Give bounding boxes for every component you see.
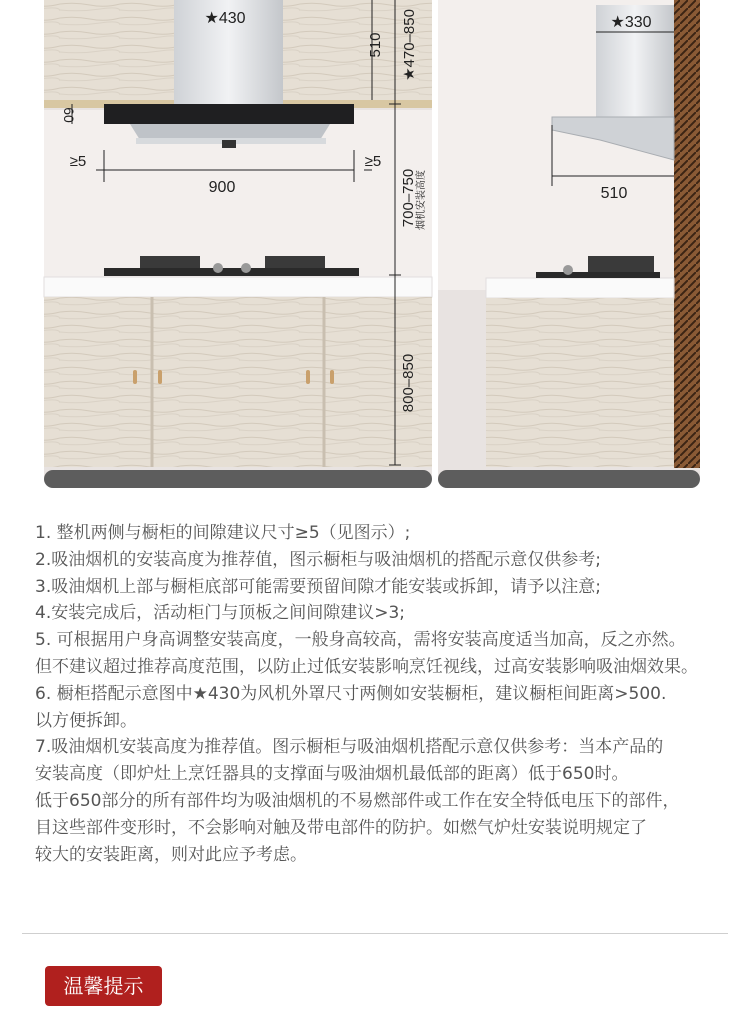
note-line: 2.吸油烟机的安装高度为推荐值，图示橱柜与吸油烟机的搭配示意仅供参考;	[35, 549, 601, 570]
note-line: 1. 整机两侧与橱柜的间隙建议尺寸≥5（见图示）;	[35, 523, 411, 543]
side-wall	[674, 0, 700, 468]
note-line: 6. 橱柜搭配示意图中★430为风机外罩尺寸两侧如安装橱柜，建议橱柜间距离>500.	[35, 683, 667, 704]
hood-span-label: 900	[208, 179, 236, 196]
gas-stove	[104, 268, 359, 276]
cabinet-height-label: 510	[367, 32, 384, 58]
upper-cabinet-left	[44, 0, 174, 104]
note-line: 5. 可根据用户身高调整安装高度，一般身高较高，需将安装高度适当加高，反之亦然。	[35, 630, 686, 651]
hood-height-caption: 烟机安装高度	[416, 170, 427, 230]
hood-width-label: ★430	[204, 10, 246, 27]
note-line: 低于650部分的所有部件均为吸油烟机的不易燃部件或工作在安全特低电压下的部件，	[35, 790, 680, 811]
right-countertop	[486, 278, 674, 298]
counter-height-label: 800–850	[400, 353, 417, 413]
hood-glass-panel	[104, 104, 354, 124]
lower-cabinets	[44, 297, 432, 467]
note-line: 3.吸油烟机上部与橱柜底部可能需要预留间隙才能安装或拆卸，请予以注意;	[35, 576, 601, 597]
note-line: 较大的安装距离，则对此应予考虑。	[35, 844, 307, 865]
note-line: 目这些部件变形时，不会影响对触及带电部件的防护。如燃气炉灶安装说明规定了	[35, 817, 647, 838]
installation-notes	[35, 520, 740, 868]
side-gap-left-label: ≥5	[69, 153, 87, 170]
warm-tips-badge: 温馨提示	[45, 966, 162, 1006]
right-hood-depth-label: 510	[600, 185, 628, 202]
note-line: 7.吸油烟机安装高度为推荐值。图示橱柜与吸油烟机搭配示意仅供参考：当本产品的	[35, 737, 664, 758]
countertop	[44, 277, 432, 297]
section-divider	[22, 933, 728, 934]
hood-height-label: 700–750	[400, 168, 417, 228]
side-gap-right-label: ≥5	[364, 153, 382, 170]
install-range-label: ★470–850	[401, 9, 418, 81]
right-panel	[438, 0, 700, 488]
note-line: 安装高度（即炉灶上烹饪器具的支撑面与吸油烟机最低部的距离）低于650时。	[35, 764, 629, 785]
cabinet-gap-label: 60	[61, 107, 77, 123]
right-hood-width-label: ★330	[610, 14, 652, 31]
left-panel	[44, 0, 432, 488]
note-line: 以方便拆卸。	[35, 710, 137, 731]
note-line: 但不建议超过推荐高度范围，以防止过低安装影响烹饪视线，过高安装影响吸油烟效果。	[35, 656, 698, 677]
note-line: 4.安装完成后，活动柜门与顶板之间间隙建议>3;	[35, 603, 406, 624]
right-lower-cabinet	[486, 298, 674, 467]
installation-diagram	[0, 0, 750, 500]
